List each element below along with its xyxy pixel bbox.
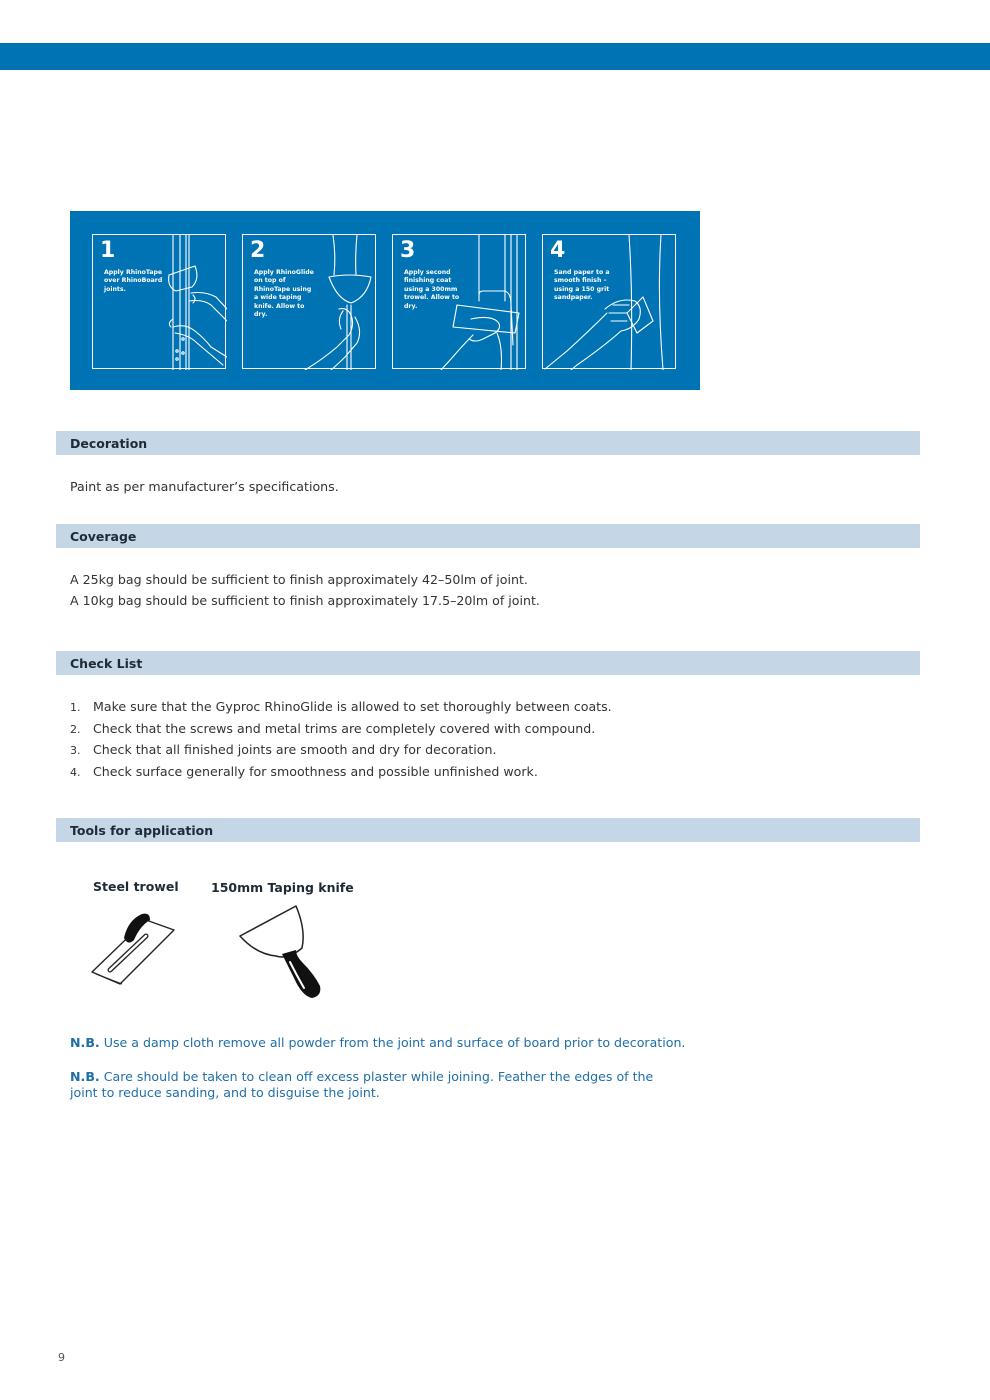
tools-title: Tools for application	[70, 823, 214, 838]
coverage-line-10kg: A 10kg bag should be sufficient to finish approximately 17.5–20lm of joint.	[70, 593, 540, 608]
coverage-title: Coverage	[70, 529, 137, 544]
step-4-number: 4	[550, 238, 566, 263]
checklist-title: Check List	[70, 656, 143, 671]
list-item-text: Check that all finished joints are smooth and dry for decoration.	[93, 742, 497, 757]
step-4-card	[542, 234, 676, 369]
step-2-card	[242, 234, 376, 369]
note-1-prefix: N.B.	[70, 1035, 100, 1050]
step-2-text: Apply RhinoGlide on top of RhinoTape using a wide taping knife. Allow to dry.	[254, 269, 314, 319]
note-2-prefix: N.B.	[70, 1069, 100, 1084]
list-item-number: 2.	[70, 722, 81, 736]
checklist-section-header	[56, 651, 920, 675]
decoration-text: Paint as per manufacturer’s specifications.	[70, 479, 339, 494]
note-1-text: Use a damp cloth remove all powder from the joint and surface of board prior to decoration.	[99, 1035, 686, 1050]
note-1	[70, 1035, 710, 1051]
tools-section-header	[56, 818, 920, 842]
step-1-text: Apply RhinoTape over RhinoBoard joints.	[104, 269, 163, 293]
page-number: 9	[58, 1351, 65, 1364]
taping-knife-icon	[234, 904, 326, 1004]
step-2-number: 2	[250, 238, 266, 263]
coverage-line-25kg: A 25kg bag should be sufficient to finish approximately 42–50lm of joint.	[70, 572, 528, 587]
list-item-number: 1.	[70, 701, 81, 714]
decoration-title: Decoration	[70, 436, 148, 451]
list-item-text: Check that the screws and metal trims are completely covered with compound.	[93, 720, 596, 736]
decoration-section-header	[56, 431, 920, 455]
taping-knife-label: 150mm Taping knife	[211, 880, 354, 895]
note-2-text: Care should be taken to clean off excess plaster while joining. Feather the edges of the joint to reduce sanding, and to disguise the joint.	[70, 1069, 654, 1100]
step-1-card	[92, 234, 226, 369]
list-item-text: Make sure that the Gyproc RhinoGlide is allowed to set thoroughly between coats.	[93, 699, 612, 714]
list-item-number: 3.	[70, 744, 81, 757]
step-3-card	[392, 234, 526, 369]
step-3-number: 3	[400, 238, 416, 263]
step-1-number: 1	[100, 238, 116, 263]
step-4-text: Sand paper to a smooth finish – using a 150 grit sandpaper.	[554, 269, 610, 302]
steel-trowel-icon	[88, 906, 178, 992]
coverage-section-header	[56, 524, 920, 548]
list-item-number: 4.	[70, 765, 81, 779]
steel-trowel-label: Steel trowel	[93, 879, 179, 894]
note-2	[70, 1069, 670, 1101]
application-steps-panel	[70, 211, 700, 390]
list-item-text: Check surface generally for smoothness and possible unfinished work.	[93, 763, 538, 779]
top-brand-band	[0, 43, 990, 70]
step-3-text: Apply second finishing coat using a 300mm trowel. Allow to dry.	[404, 269, 460, 310]
